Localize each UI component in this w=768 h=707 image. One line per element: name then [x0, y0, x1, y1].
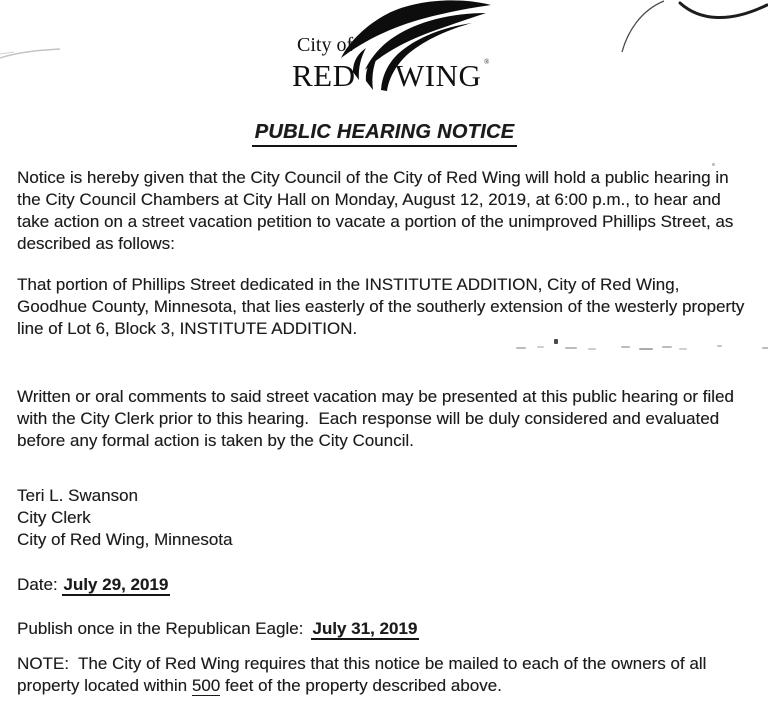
clerk-organization: City of Red Wing, Minnesota — [17, 530, 233, 549]
date-value: July 29, 2019 — [63, 575, 169, 594]
publish-date-value: July 31, 2019 — [312, 619, 418, 638]
page-title — [17, 121, 752, 147]
publish-line — [17, 618, 752, 640]
note-distance-value: 500 — [191, 676, 221, 695]
note-paragraph — [17, 653, 752, 697]
clerk-title: City Clerk — [17, 508, 91, 527]
clerk-name: Teri L. Swanson — [17, 486, 138, 505]
intro-paragraph: Notice is hereby given that the City Council of the City of Red Wing will hold a public hearing in the City Council Chambers at City Hall on Monday, August 12, 2019, at 6:00 p.m., to hear and take action on a street vacation petition to vacate a portion of the unimproved Phillips Street, as described as follows: — [17, 168, 739, 253]
logo-city-of-text: City of — [296, 34, 353, 56]
city-of-red-wing-logo — [24, 0, 759, 94]
legal-description-paragraph: That portion of Phillips Street dedicated in the INSTITUTE ADDITION, City of Red Wing, Goodhue County, Minnesota, that lies easterly of the southerly extension of the westerly property line of Lot 6, Block 3, INSTITUTE ADDITION. — [17, 275, 750, 338]
trademark-symbol: ® — [483, 58, 489, 66]
date-line — [17, 574, 752, 596]
logo-red-text: RED — [291, 58, 355, 93]
note-text-after: feet of the property described above. — [224, 676, 502, 695]
logo-wing-text: WING — [394, 58, 481, 93]
note-text-before: The City of Red Wing requires that this notice be mailed to each of the owners of all property located within — [17, 654, 707, 695]
page-title-text: PUBLIC HEARING NOTICE — [252, 121, 518, 147]
publish-label: Publish once in the Republican Eagle: — [17, 619, 304, 638]
note-label: NOTE: — [17, 654, 69, 673]
date-label: Date: — [17, 575, 58, 594]
signature-block — [17, 485, 752, 551]
comments-paragraph: Written or oral comments to said street vacation may be presented at this public hearing or filed with the City Clerk prior to this hearing. Each response will be duly considered and evaluated before any formal action is taken by the City Council. — [17, 387, 739, 450]
